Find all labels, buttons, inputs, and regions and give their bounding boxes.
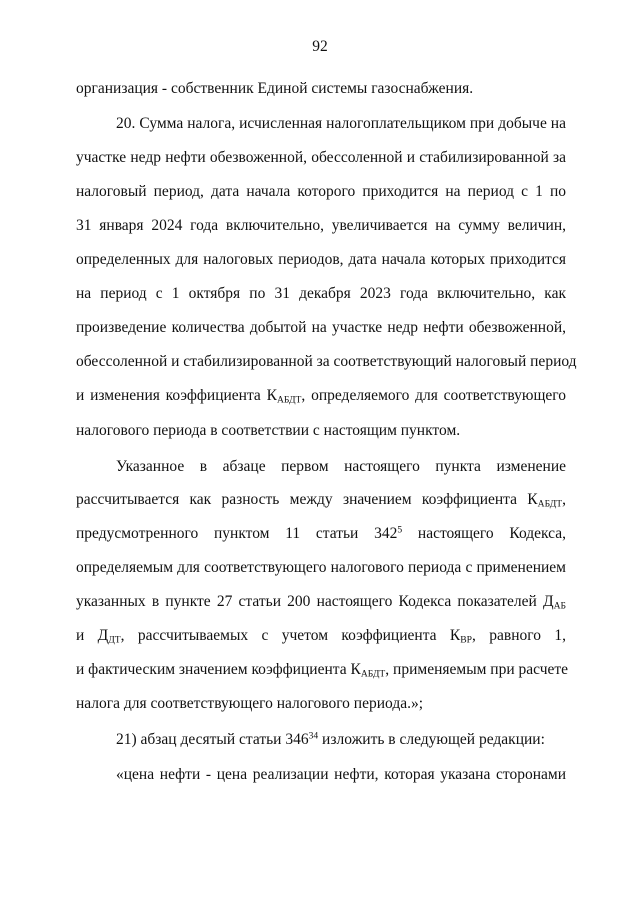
text-line: предусмотренного пунктом 11 статьи $342^5$ настоящего Кодекса,	[76, 524, 566, 542]
text-line: Указанное в абзаце первом настоящего пункта изменение	[116, 458, 566, 475]
text-line: рассчитывается как разность между значением коэффициента $К_{АБДТ}$,	[76, 491, 566, 510]
text-line: произведение количества добытой на участке недр нефти обезвоженной,	[76, 319, 566, 336]
text-line: на период с 1 октября по 31 декабря 2023 года включительно, как	[76, 285, 566, 302]
text-line: и $Д_{ДТ}$, рассчитываемых с учетом коэффициента $К_{ВР}$, равного 1,	[76, 627, 566, 646]
text-line: налога для соответствующего налогового периода.»;	[76, 695, 424, 712]
text-line: и фактическим значением коэффициента $К_{АБДТ}$, применяемым при расчете	[76, 661, 569, 680]
text-line: указанных в пункте 27 статьи 200 настоящего Кодекса показателей $Д_{АБ}$	[76, 593, 566, 612]
text-line: «цена нефти - цена реализации нефти, которая указана сторонами	[116, 766, 566, 783]
text-line: 20. Сумма налога, исчисленная налогоплательщиком при добыче на	[116, 115, 566, 132]
text-line: участке недр нефти обезвоженной, обессоленной и стабилизированной за	[76, 149, 566, 166]
page-number: 92	[312, 38, 328, 55]
text-line: 31 января 2024 года включительно, увеличивается на сумму величин,	[76, 217, 566, 234]
text-line: определяемым для соответствующего налогового периода с применением	[76, 559, 566, 576]
text-line: налоговый период, дата начала которого приходится на период с 1 по	[76, 183, 566, 200]
text-line: обессоленной и стабилизированной за соответствующий налоговый период	[76, 353, 577, 370]
text-line: организация - собственник Единой системы газоснабжения.	[76, 80, 474, 97]
text-line: и изменения коэффициента $К_{АБДТ}$, определяемого для соответствующего	[76, 387, 567, 406]
text-line: 21) абзац десятый статьи $346^{34}$ изложить в следующей редакции:	[116, 730, 545, 748]
text-line: определенных для налоговых периодов, дата начала которых приходится	[76, 251, 566, 268]
text-line: налогового периода в соответствии с настоящим пунктом.	[76, 422, 461, 439]
